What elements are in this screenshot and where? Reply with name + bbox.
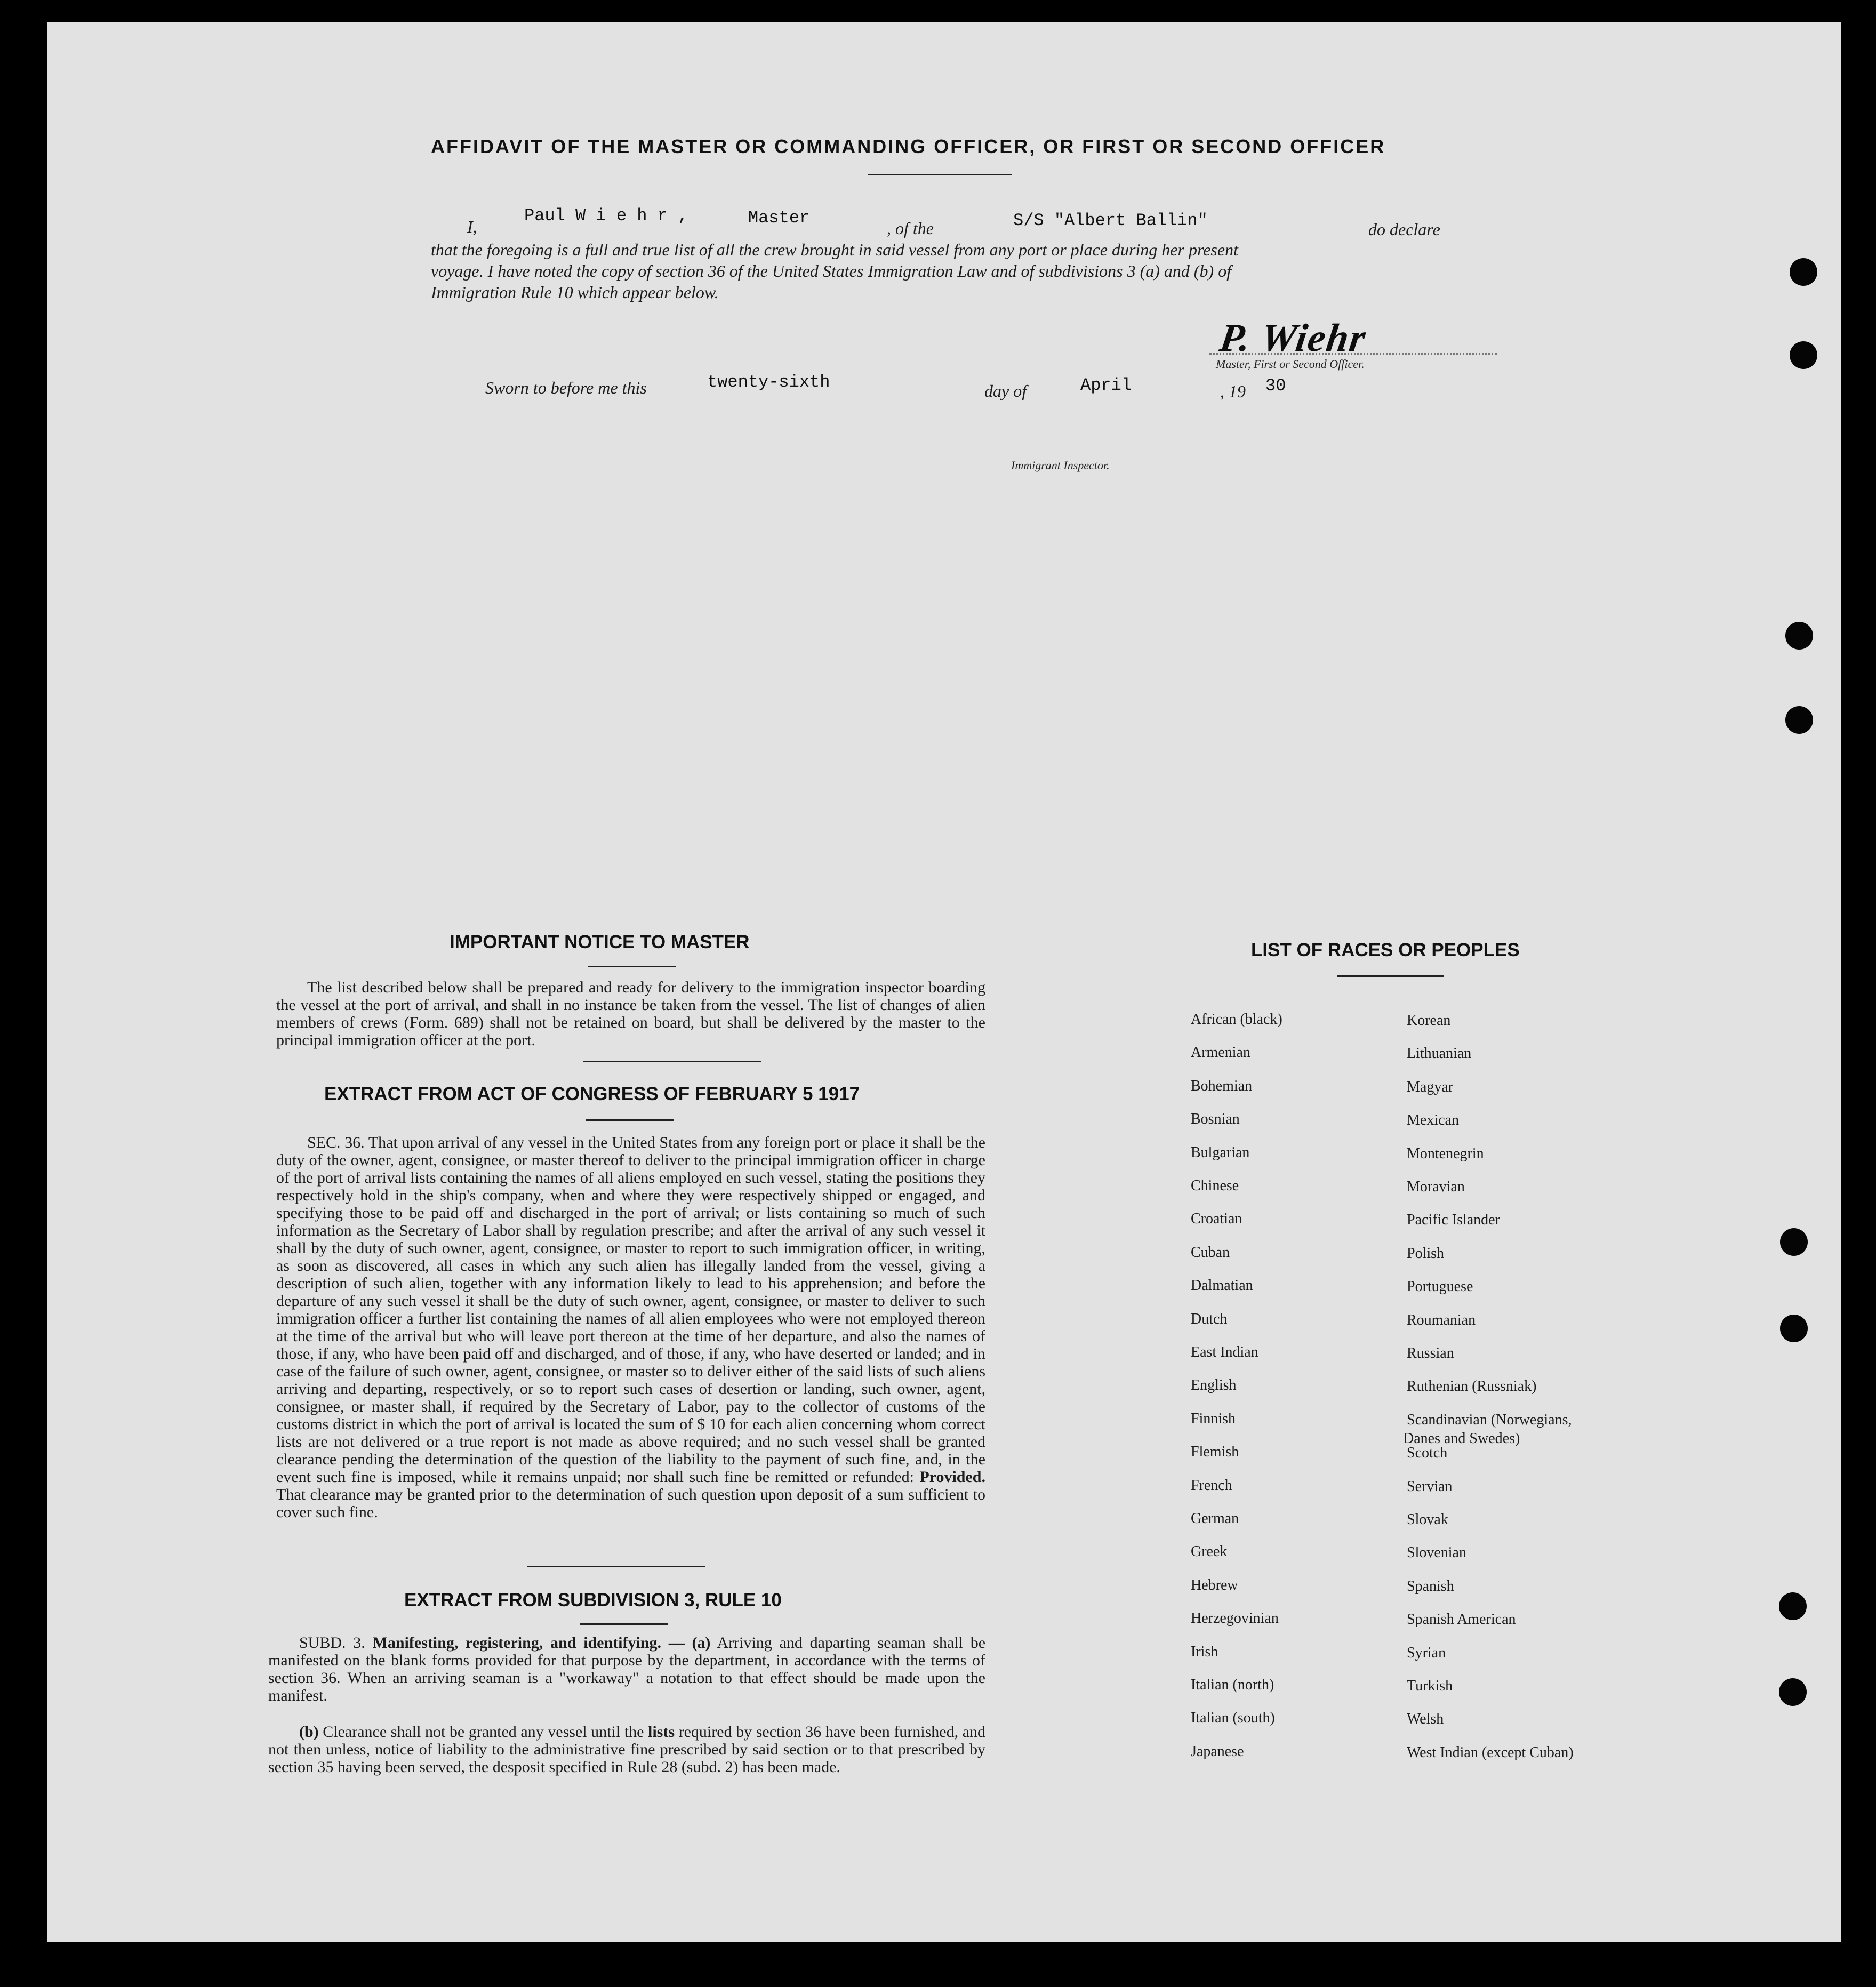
race-item: French	[1191, 1477, 1232, 1494]
race-item: Greek	[1191, 1543, 1228, 1560]
race-item: East Indian	[1191, 1344, 1258, 1360]
race-item: Servian	[1407, 1478, 1453, 1495]
rule-subd-a-text	[268, 1634, 985, 1704]
race-item: Slovak	[1407, 1511, 1448, 1528]
rule-title-underline	[580, 1623, 668, 1625]
race-item: Dutch	[1191, 1311, 1228, 1327]
race-item: Armenian	[1191, 1044, 1250, 1061]
notice-title: IMPORTANT NOTICE TO MASTER	[450, 932, 750, 952]
race-item: Scotch	[1407, 1445, 1448, 1461]
race-item: Italian (north)	[1191, 1677, 1274, 1693]
race-item: German	[1191, 1510, 1239, 1527]
binder-hole	[1785, 622, 1813, 650]
race-item: Bohemian	[1191, 1078, 1253, 1094]
race-item: Lithuanian	[1407, 1045, 1472, 1062]
race-item: Turkish	[1407, 1678, 1453, 1694]
binder-hole	[1790, 341, 1817, 369]
master-name-field: Paul W i e h r ,	[524, 206, 688, 226]
race-item: Russian	[1407, 1345, 1454, 1361]
binder-hole	[1780, 1228, 1808, 1256]
race-item: Moravian	[1407, 1179, 1465, 1195]
race-item: African (black)	[1191, 1011, 1282, 1028]
race-item: Spanish	[1407, 1578, 1454, 1595]
do-declare-label: do declare	[1368, 220, 1440, 239]
of-the-label: , of the	[887, 219, 934, 238]
race-item: Croatian	[1191, 1211, 1242, 1227]
race-item: Chinese	[1191, 1177, 1239, 1194]
race-item: English	[1191, 1377, 1237, 1393]
signature-line	[1209, 353, 1497, 355]
race-item: Herzegovinian	[1191, 1610, 1279, 1627]
binder-hole	[1780, 1315, 1808, 1342]
sworn-day-field: twenty-sixth	[707, 372, 830, 392]
race-item: Portuguese	[1407, 1278, 1473, 1295]
affidavit-prefix: I,	[467, 217, 477, 236]
act-divider	[527, 1566, 705, 1567]
binder-hole	[1779, 1678, 1807, 1706]
rule-subd-heading: Manifesting, registering, and identifying.	[372, 1634, 661, 1652]
races-title-underline	[1337, 975, 1444, 977]
race-item: Pacific Islander	[1407, 1212, 1500, 1228]
race-item: Polish	[1407, 1245, 1445, 1262]
rule-a-marker: — (a)	[668, 1634, 711, 1652]
binder-hole	[1779, 1592, 1807, 1620]
sworn-label: Sworn to before me this	[485, 378, 647, 397]
race-scandinavian-continued: Danes and Swedes)	[1403, 1430, 1520, 1447]
affidavit-body-line-3: Immigration Rule 10 which appear below.	[431, 283, 719, 302]
vessel-name-field: S/S "Albert Ballin"	[1013, 211, 1208, 230]
race-item: Syrian	[1407, 1645, 1446, 1661]
act-provided-term: Provided.	[919, 1468, 985, 1486]
race-item: Ruthenian (Russniak)	[1407, 1378, 1537, 1395]
title-underline	[868, 174, 1012, 175]
year-prefix: , 19	[1220, 382, 1246, 401]
race-item: West Indian (except Cuban)	[1407, 1744, 1574, 1761]
race-item: Spanish American	[1407, 1611, 1516, 1628]
race-item: Korean	[1407, 1012, 1451, 1029]
act-main-text: SEC. 36. That upon arrival of any vessel in the United States from any foreign port or place it shall be the duty of the owner, agent, consignee, or master thereof to deliver to the principal immigration officer in charge of the port of arrival lists containing the names of all aliens employed en such vessel, stating the positions they respectively hold in the ship's company, when and where they were respectively shipped or engaged, and specifying those to be paid off and discharged in the port of arrival; or lists containing so much of such information as the Secretary of Labor shall by regulation prescribe; and after the arrival of any such vessel it shall by the duty of such owner, agent, consignee, or master to report to such immigration officer, in writing, as soon as discovered, all cases in which any such alien has illegally landed from the vessel, giving a description of such alien, together with any information likely to lead to his apprehension; and before the departure of any such vessel it shall be the duty of such owner, agent, consignee, or master to deliver to such immigration officer a further list containing the names of all alien employees who were not employed thereon at the time of the arrival but who will leave port thereon at the time of her departure, and also the names of those, if any, who have been paid off and discharged, and of those, if any, who have deserted or landed; and in case of the failure of such owner, agent, consignee, or master so to deliver either of the said lists of such aliens arriving and departing, respectively, or so to report such cases of desertion or landing, such owner, agent, consignee, or master shall, if required by the Secretary of Labor, pay to the collector of customs of the customs district in which the port of arrival is located the sum of $ 10 for each alien concerning whom correct lists are not delivered or a true report is not made as above required; and no such vessel shall be granted clearance pending the determination of the question of the liability to the payment of such fine, and, in the event such fine is imposed, while it remains unpaid; nor shall such fine be remitted or refunded:	[276, 1134, 985, 1486]
affidavit-body-line-1: that the foregoing is a full and true list of all the crew brought in said vessel from any port or place during her present	[431, 240, 1238, 259]
act-end-text: That clearance may be granted prior to the determination of such question upon deposit of a sum sufficient to cover such fine.	[276, 1486, 985, 1521]
race-item: Hebrew	[1191, 1577, 1238, 1593]
rank-field: Master	[748, 208, 810, 228]
race-item: Slovenian	[1407, 1544, 1466, 1561]
notice-divider	[583, 1061, 761, 1062]
rule-title: EXTRACT FROM SUBDIVISION 3, RULE 10	[404, 1590, 782, 1611]
race-item: Dalmatian	[1191, 1277, 1253, 1294]
affidavit-title: AFFIDAVIT OF THE MASTER OR COMMANDING OFFICER, OR FIRST OR SECOND OFFICER	[431, 135, 1386, 157]
notice-text: The list described below shall be prepared and ready for delivery to the immigration inspector boarding the vessel at the port of arrival, and shall in no instance be taken from the vessel. The list of changes of alien members of crews (Form. 689) shall not be retained on board, but shall be delivered by the master to the principal immigration officer at the port.	[276, 979, 985, 1049]
race-item: Magyar	[1407, 1079, 1454, 1095]
rule-b-lists-term: lists	[648, 1723, 675, 1741]
race-item: Montenegrin	[1407, 1145, 1484, 1162]
day-of-label: day of	[984, 381, 1027, 400]
race-item: Irish	[1191, 1644, 1218, 1660]
rule-subd-label: SUBD. 3.	[299, 1634, 365, 1652]
race-item: Bosnian	[1191, 1111, 1240, 1127]
rule-b-text-1: Clearance shall not be granted any vessel until the	[323, 1723, 644, 1741]
binder-hole	[1785, 706, 1813, 734]
master-signature: P. Wiehr	[1217, 316, 1369, 360]
sworn-month-field: April	[1080, 375, 1132, 395]
race-item: Flemish	[1191, 1444, 1239, 1460]
race-item: Roumanian	[1407, 1312, 1476, 1328]
race-item: Bulgarian	[1191, 1144, 1250, 1161]
race-item: Welsh	[1407, 1711, 1444, 1727]
race-item: Mexican	[1407, 1112, 1459, 1128]
rule-subd-b-text	[268, 1723, 985, 1776]
race-item: Cuban	[1191, 1244, 1230, 1261]
document-page	[47, 22, 1841, 1942]
inspector-caption: Immigrant Inspector.	[1011, 459, 1110, 472]
rule-b-text-2: required by section 36 have been furnished, and not then unless, notice of liability to the administrative fine prescribed by said section or to that prescribed by section 35 having been served, the desposit specified in Rule 28 (subd. 2) has been made.	[268, 1723, 986, 1776]
sworn-year-field: 30	[1265, 376, 1286, 396]
race-item: Italian (south)	[1191, 1710, 1275, 1726]
signature-caption: Master, First or Second Officer.	[1216, 357, 1365, 371]
act-title-underline	[586, 1119, 674, 1121]
race-item: Scandinavian (Norwegians,	[1407, 1412, 1572, 1428]
rule-a-text: Arriving and daparting seaman shall be manifested on the blank forms provided for that purpose by the department, in accordance with the terms of section 36. When an arriving seaman is a "workaway" a notation to that effect should be made upon the manifest.	[268, 1634, 986, 1704]
act-section-36-text	[276, 1134, 985, 1521]
act-title: EXTRACT FROM ACT OF CONGRESS OF FEBRUARY 5 1917	[324, 1084, 860, 1104]
affidavit-body-line-2: voyage. I have noted the copy of section 36 of the United States Immigration Law and of subdivisions 3 (a) and (b) of	[431, 261, 1232, 281]
rule-b-marker: (b)	[299, 1723, 319, 1741]
races-title: LIST OF RACES OR PEOPLES	[1251, 940, 1520, 960]
race-item: Japanese	[1191, 1743, 1244, 1760]
binder-hole	[1790, 258, 1817, 286]
notice-title-underline	[588, 966, 676, 967]
race-item: Finnish	[1191, 1411, 1236, 1427]
